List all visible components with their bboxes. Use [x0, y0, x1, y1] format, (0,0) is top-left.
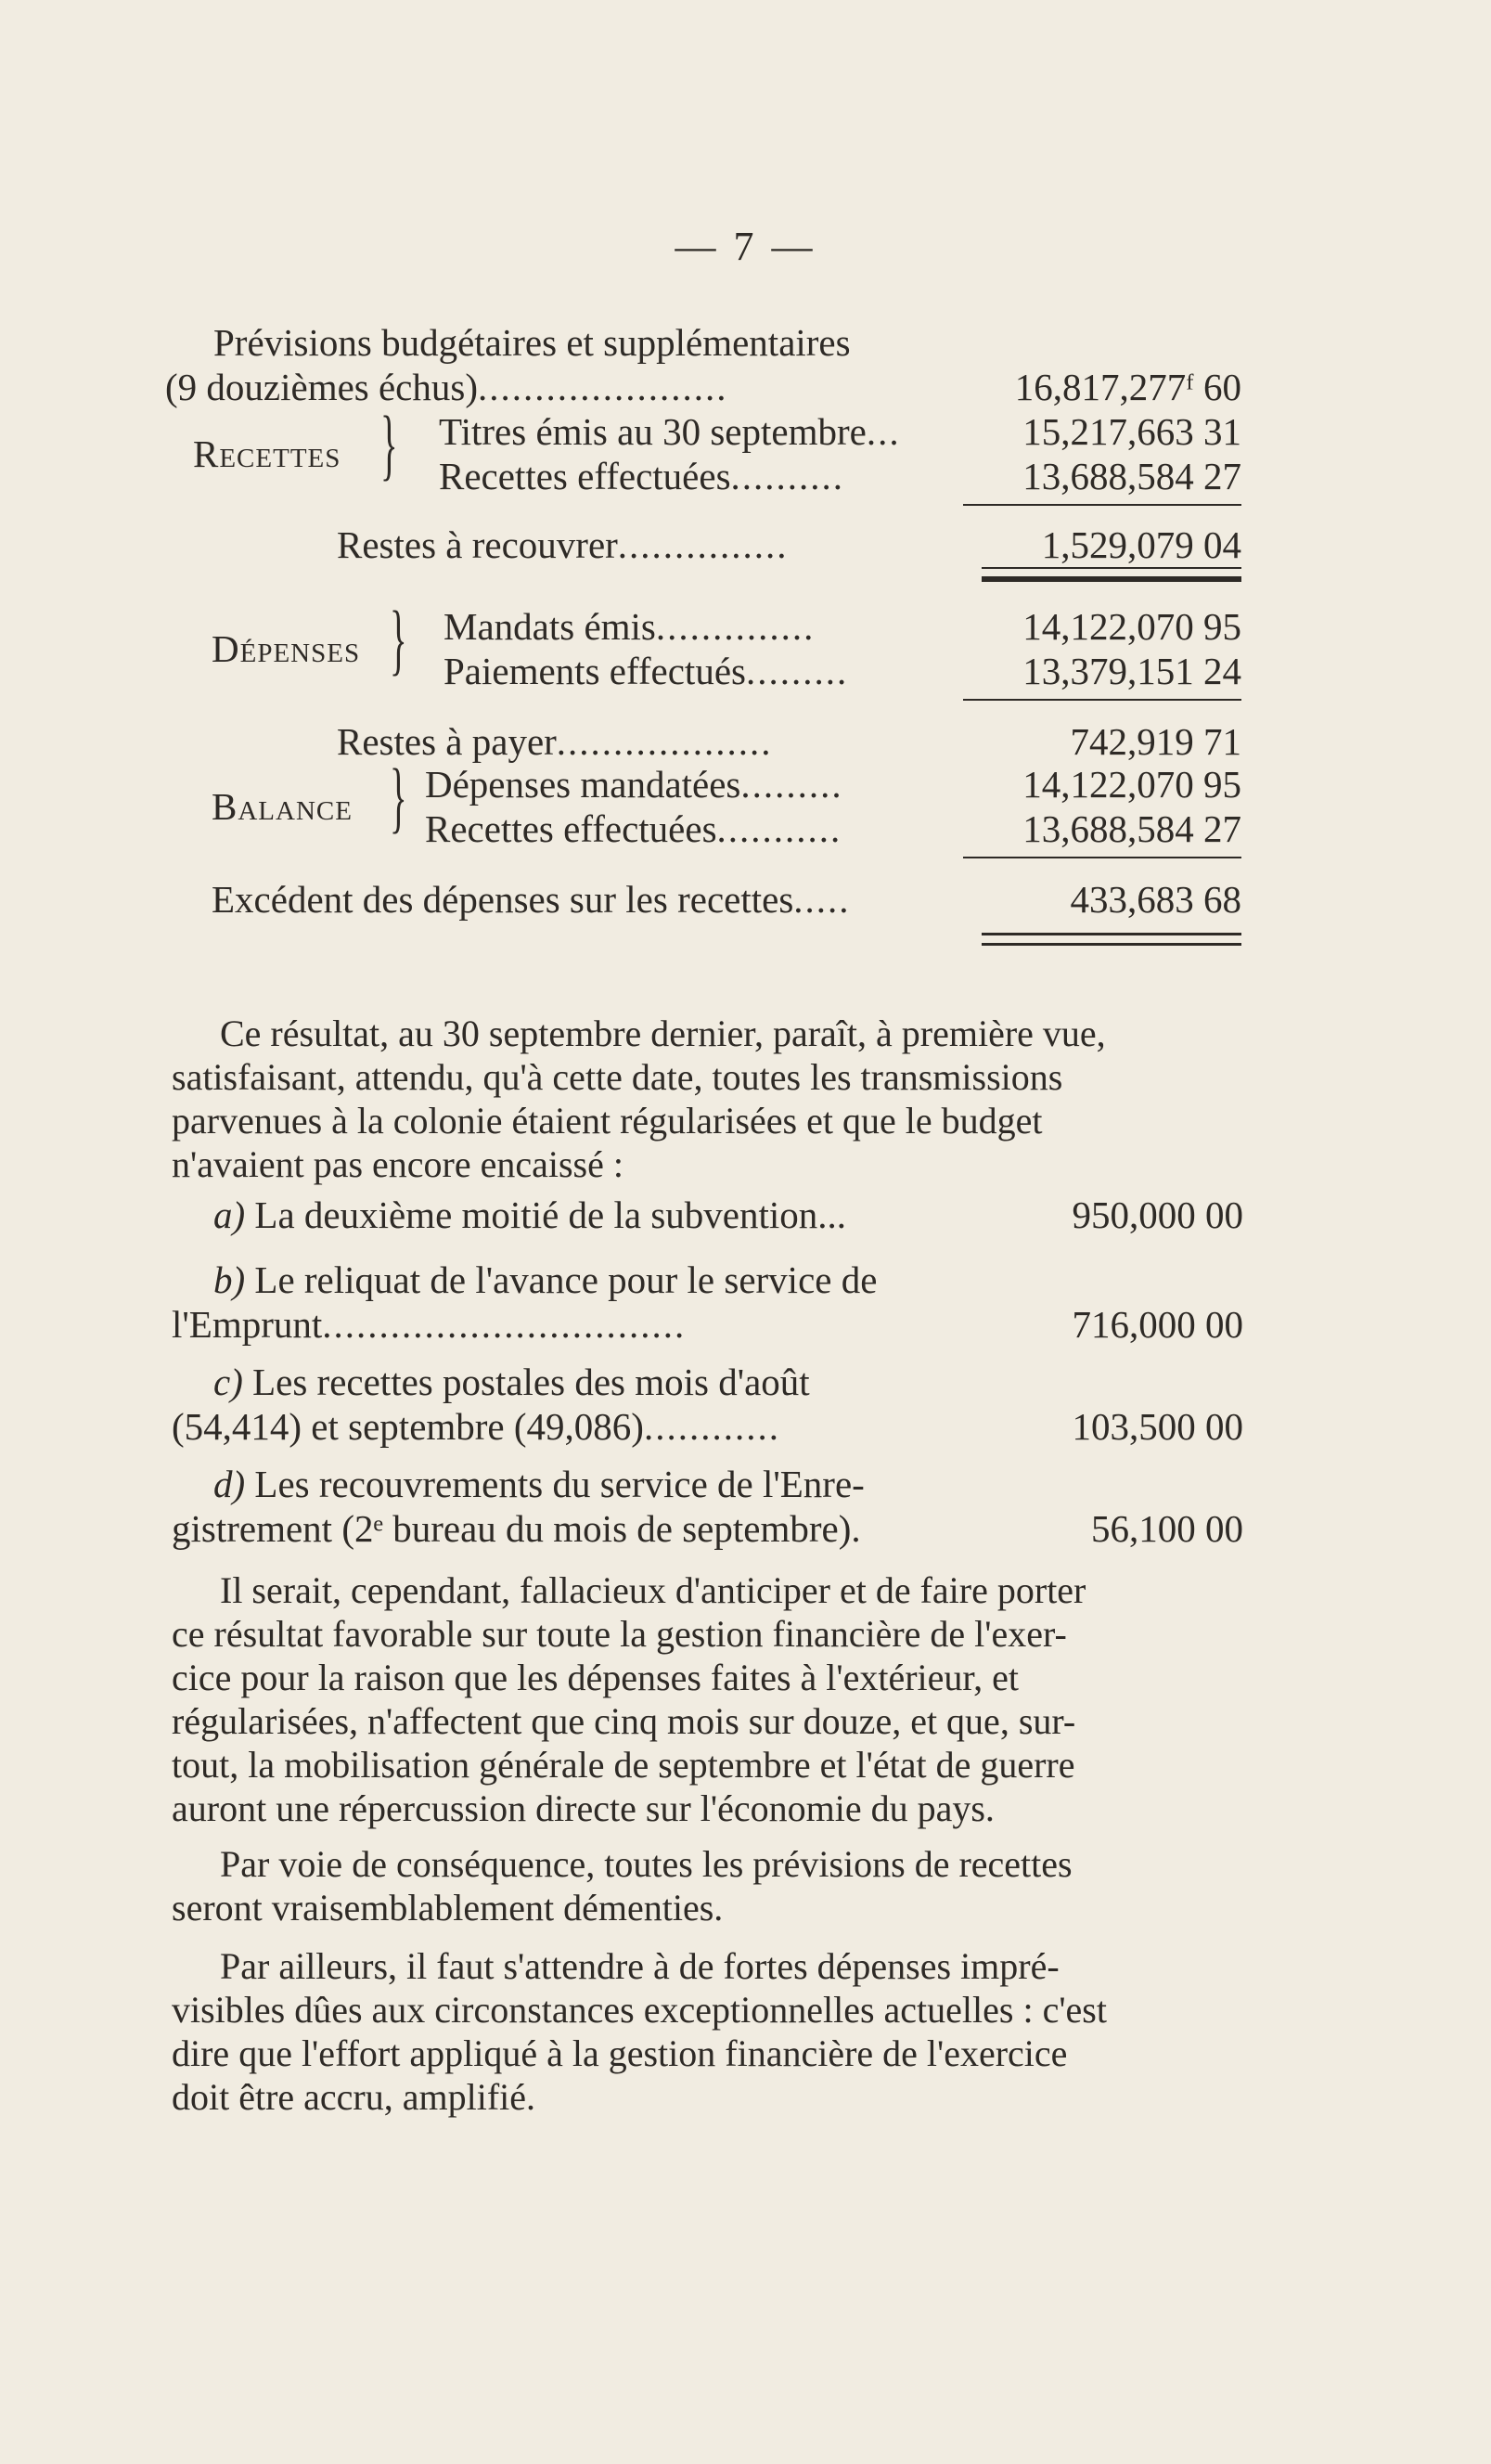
- item-text-line: gistrement (2ᵉ bureau du mois de septembre).: [172, 1507, 861, 1550]
- text-line: Par voie de conséquence, toutes les prévisions de recettes: [220, 1843, 1073, 1885]
- restes-payer-amount: 742,919 71: [1070, 720, 1241, 763]
- excedent-label: Excédent des dépenses sur les recettes: [212, 878, 794, 921]
- text-line: Ce résultat, au 30 septembre dernier, paraît, à première vue,: [220, 1013, 1106, 1054]
- text-line: parvenues à la colonie étaient régularisées et que le budget: [172, 1100, 1043, 1142]
- depenses-row-label: Mandats émis: [443, 605, 656, 648]
- list-item: [213, 1258, 877, 1302]
- list-item: [213, 1193, 846, 1237]
- depenses-row: [443, 604, 815, 649]
- item-amount: 56,100 00: [1091, 1507, 1243, 1550]
- items-list: [172, 1193, 1243, 1564]
- text-line: n'avaient pas encore encaissé :: [172, 1143, 623, 1185]
- item-text-line: Le reliquat de l'avance pour le service de: [254, 1258, 878, 1301]
- item-letter: c): [213, 1361, 243, 1403]
- balance-row-amount: 13,688,584 27: [1022, 807, 1241, 850]
- text-line: régularisées, n'affectent que cinq mois sur douze, et que, sur-: [172, 1700, 1076, 1742]
- restes-recouvrer-amount: 1,529,079 04: [1041, 523, 1241, 566]
- recettes-label: Recettes: [193, 432, 341, 475]
- dot-leader: ...............: [617, 523, 789, 566]
- dot-leader: .........: [740, 763, 843, 806]
- total-heavy-rule: [982, 576, 1241, 582]
- item-amount: 103,500 00: [1072, 1405, 1243, 1448]
- list-item: [213, 1462, 865, 1506]
- text-line: satisfaisant, attendu, qu'à cette date, toutes les transmissions: [172, 1056, 1063, 1098]
- subtotal-rule: [963, 699, 1241, 701]
- budget-header-amount: 16,817,277ᶠ 60: [1014, 366, 1241, 408]
- paragraph-ailleurs: [172, 1944, 1243, 2119]
- balance-label: Balance: [212, 785, 353, 828]
- list-item: [213, 1360, 810, 1404]
- paragraph-consequence: [172, 1842, 1243, 1929]
- paragraph-fallacieux: [172, 1568, 1243, 1830]
- dot-leader: ...: [866, 410, 901, 453]
- item-text-line: l'Emprunt: [172, 1303, 323, 1346]
- result-paragraph: [172, 1012, 1243, 1186]
- recettes-row-label: Recettes effectuées: [439, 455, 731, 497]
- item-text-line: Les recouvrements du service de l'Enre-: [254, 1463, 865, 1505]
- dot-leader: ..............: [655, 605, 816, 648]
- subtotal-rule: [963, 857, 1241, 858]
- subtotal-rule: [963, 504, 1241, 506]
- text-line: cice pour la raison que les dépenses faites à l'extérieur, et: [172, 1657, 1019, 1698]
- budget-header-line1: Prévisions budgétaires et supplémentaires: [213, 321, 851, 364]
- text-line: tout, la mobilisation générale de septembre et l'état de guerre: [172, 1744, 1075, 1786]
- item-letter: a): [213, 1193, 246, 1236]
- depenses-row-label: Paiements effectués: [443, 650, 746, 692]
- depenses-row: [443, 649, 848, 693]
- page-number: — 7 —: [675, 224, 816, 269]
- excedent-line: [212, 877, 851, 922]
- dot-leader: ................................: [322, 1303, 687, 1346]
- item-amount: 716,000 00: [1072, 1303, 1243, 1346]
- dot-leader: ............: [643, 1405, 780, 1448]
- recettes-row-label: Titres émis au 30 septembre: [439, 410, 867, 453]
- dot-leader: .....: [793, 878, 851, 921]
- item-text-line: (54,414) et septembre (49,086): [172, 1405, 644, 1448]
- dot-leader: ...................: [556, 720, 773, 763]
- text-line: seront vraisemblablement démenties.: [172, 1887, 724, 1929]
- item-text-line: La deuxième moitié de la subvention...: [254, 1193, 847, 1236]
- restes-recouvrer-label: Restes à recouvrer: [337, 523, 618, 566]
- restes-recouvrer-line: [337, 522, 789, 567]
- balance-row-label: Dépenses mandatées: [425, 763, 741, 806]
- recettes-brace: }: [380, 399, 398, 488]
- balance-row: [425, 762, 843, 806]
- list-item-continuation: [172, 1506, 861, 1551]
- text-line: visibles dûes aux circonstances exceptionnelles actuelles : c'est: [172, 1989, 1107, 2031]
- balance-brace: }: [390, 752, 407, 841]
- excedent-amount: 433,683 68: [1070, 878, 1241, 921]
- balance-row-label: Recettes effectuées: [425, 807, 717, 850]
- recettes-row-amount: 15,217,663 31: [1022, 410, 1241, 453]
- item-letter: d): [213, 1463, 246, 1505]
- restes-payer-label: Restes à payer: [337, 720, 557, 763]
- text-line: auront une répercussion directe sur l'économie du pays.: [172, 1787, 995, 1829]
- list-item-continuation: [172, 1302, 686, 1347]
- item-text-line: Les recettes postales des mois d'août: [252, 1361, 810, 1403]
- budget-header-line2-text: (9 douzièmes échus): [165, 366, 478, 408]
- dot-leader: ..........: [730, 455, 845, 497]
- budget-header-line2: [165, 365, 728, 409]
- balance-row-amount: 14,122,070 95: [1022, 763, 1241, 806]
- item-amount: 950,000 00: [1072, 1193, 1243, 1236]
- dot-leader: ......................: [478, 366, 728, 408]
- depenses-row-amount: 14,122,070 95: [1022, 605, 1241, 648]
- total-rule: [982, 567, 1241, 569]
- list-item-continuation: [172, 1404, 780, 1449]
- text-line: ce résultat favorable sur toute la gestion financière de l'exer-: [172, 1613, 1067, 1655]
- recettes-row: [439, 454, 844, 498]
- text-line: dire que l'effort appliqué à la gestion financière de l'exercice: [172, 2032, 1068, 2074]
- depenses-row-amount: 13,379,151 24: [1022, 650, 1241, 692]
- item-letter: b): [213, 1258, 246, 1301]
- text-line: Il serait, cependant, fallacieux d'anticiper et de faire porter: [220, 1569, 1086, 1611]
- text-line: Par ailleurs, il faut s'attendre à de fortes dépenses impré-: [220, 1945, 1060, 1987]
- final-double-rule: [982, 933, 1241, 946]
- dot-leader: .........: [745, 650, 849, 692]
- text-line: doit être accru, amplifié.: [172, 2076, 536, 2118]
- balance-row: [425, 806, 842, 851]
- dot-leader: ...........: [716, 807, 842, 850]
- budget-table: [165, 320, 1241, 951]
- recettes-row: [439, 409, 901, 454]
- recettes-row-amount: 13,688,584 27: [1022, 455, 1241, 497]
- depenses-brace: }: [390, 594, 407, 683]
- depenses-label: Dépenses: [212, 627, 361, 670]
